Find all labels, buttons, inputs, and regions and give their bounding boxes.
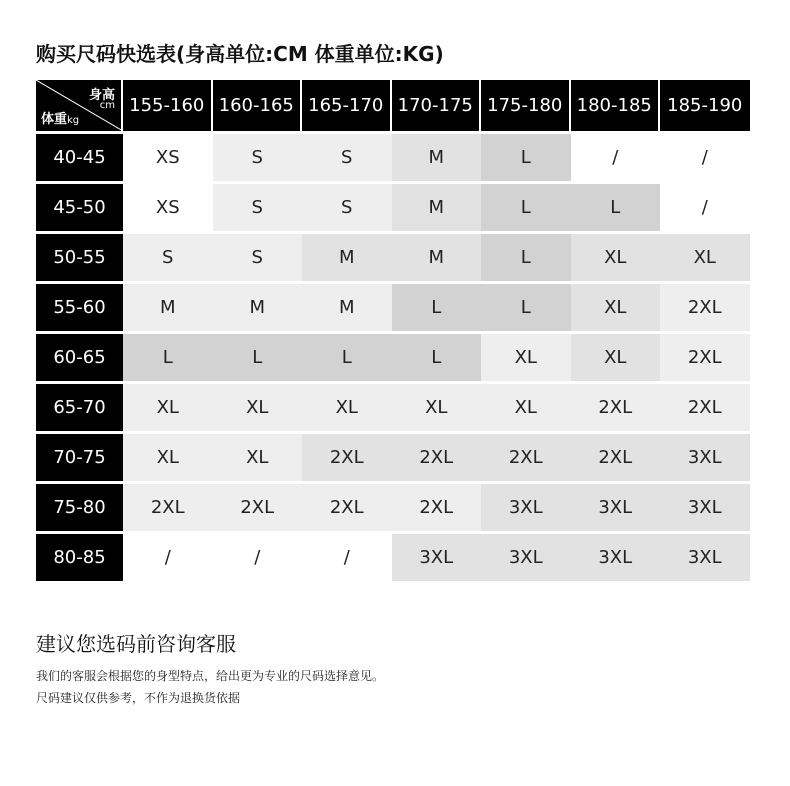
size-cell: 3XL <box>660 431 750 481</box>
size-cell: XL <box>571 231 661 281</box>
size-cell: L <box>123 331 213 381</box>
weight-row-header: 40-45 <box>36 131 123 181</box>
size-cell: L <box>571 181 661 231</box>
size-cell: 2XL <box>302 431 392 481</box>
height-column-header: 185-190 <box>660 80 750 131</box>
size-cell: M <box>302 231 392 281</box>
height-column-header: 155-160 <box>123 80 213 131</box>
size-cell: 2XL <box>481 431 571 481</box>
size-cell: S <box>213 231 303 281</box>
weight-row-header: 50-55 <box>36 231 123 281</box>
size-cell: L <box>392 281 482 331</box>
size-cell: XL <box>481 381 571 431</box>
size-cell: 3XL <box>392 531 482 581</box>
height-column-header: 175-180 <box>481 80 571 131</box>
weight-unit: kg <box>67 115 80 126</box>
size-cell: XL <box>213 381 303 431</box>
weight-row-header: 75-80 <box>36 481 123 531</box>
size-cell: M <box>392 131 482 181</box>
size-cell: 2XL <box>660 331 750 381</box>
size-cell: M <box>123 281 213 331</box>
height-column-header: 170-175 <box>392 80 482 131</box>
size-cell: / <box>123 531 213 581</box>
table-corner-header <box>36 80 123 131</box>
size-cell: 2XL <box>302 481 392 531</box>
size-cell: XL <box>571 331 661 381</box>
weight-row-header: 65-70 <box>36 381 123 431</box>
weight-label: 体重 <box>41 112 68 127</box>
size-cell: XL <box>123 431 213 481</box>
size-cell: L <box>481 281 571 331</box>
page-title: 购买尺码快选表(身高单位:CM 体重单位:KG) <box>36 42 444 66</box>
size-cell: M <box>213 281 303 331</box>
height-column-header: 165-170 <box>302 80 392 131</box>
weight-label-wrap <box>41 108 79 127</box>
weight-row-header: 70-75 <box>36 431 123 481</box>
size-cell: 2XL <box>213 481 303 531</box>
size-cell: XL <box>302 381 392 431</box>
size-cell: 3XL <box>481 531 571 581</box>
size-cell: S <box>213 181 303 231</box>
size-cell: L <box>481 131 571 181</box>
size-cell: XS <box>123 131 213 181</box>
size-cell: 3XL <box>660 481 750 531</box>
size-cell: M <box>302 281 392 331</box>
size-cell: 3XL <box>571 531 661 581</box>
size-cell: L <box>481 181 571 231</box>
notes-heading: 建议您选码前咨询客服 <box>36 632 236 656</box>
size-cell: 3XL <box>481 481 571 531</box>
size-chart-table <box>36 80 750 581</box>
size-cell: / <box>571 131 661 181</box>
size-cell: M <box>392 181 482 231</box>
size-cell: S <box>302 181 392 231</box>
height-column-header: 160-165 <box>213 80 303 131</box>
size-cell: M <box>392 231 482 281</box>
size-cell: XS <box>123 181 213 231</box>
notes-line-1: 我们的客服会根据您的身型特点，给出更为专业的尺码选择意见。 <box>36 669 385 683</box>
size-cell: 3XL <box>660 531 750 581</box>
size-cell: S <box>123 231 213 281</box>
height-label: 身高 <box>88 88 115 103</box>
size-cell: / <box>660 181 750 231</box>
size-cell: 2XL <box>660 381 750 431</box>
size-cell: / <box>302 531 392 581</box>
size-cell: 3XL <box>571 481 661 531</box>
size-cell: 2XL <box>392 431 482 481</box>
size-cell: 2XL <box>660 281 750 331</box>
size-cell: / <box>660 131 750 181</box>
notes-section <box>36 628 384 709</box>
size-cell: XL <box>213 431 303 481</box>
height-column-header: 180-185 <box>571 80 661 131</box>
height-unit: cm <box>99 100 115 111</box>
weight-row-header: 55-60 <box>36 281 123 331</box>
size-cell: / <box>213 531 303 581</box>
size-cell: L <box>213 331 303 381</box>
size-cell: XL <box>660 231 750 281</box>
size-cell: L <box>481 231 571 281</box>
size-cell: XL <box>481 331 571 381</box>
weight-row-header: 80-85 <box>36 531 123 581</box>
size-cell: 2XL <box>392 481 482 531</box>
size-cell: XL <box>571 281 661 331</box>
size-cell: XL <box>392 381 482 431</box>
size-cell: L <box>302 331 392 381</box>
weight-row-header: 60-65 <box>36 331 123 381</box>
size-cell: 2XL <box>571 381 661 431</box>
size-cell: XL <box>123 381 213 431</box>
size-cell: S <box>213 131 303 181</box>
notes-line-2: 尺码建议仅供参考，不作为退换货依据 <box>36 691 241 705</box>
size-cell: S <box>302 131 392 181</box>
size-cell: 2XL <box>123 481 213 531</box>
size-cell: L <box>392 331 482 381</box>
size-cell: 2XL <box>571 431 661 481</box>
weight-row-header: 45-50 <box>36 181 123 231</box>
